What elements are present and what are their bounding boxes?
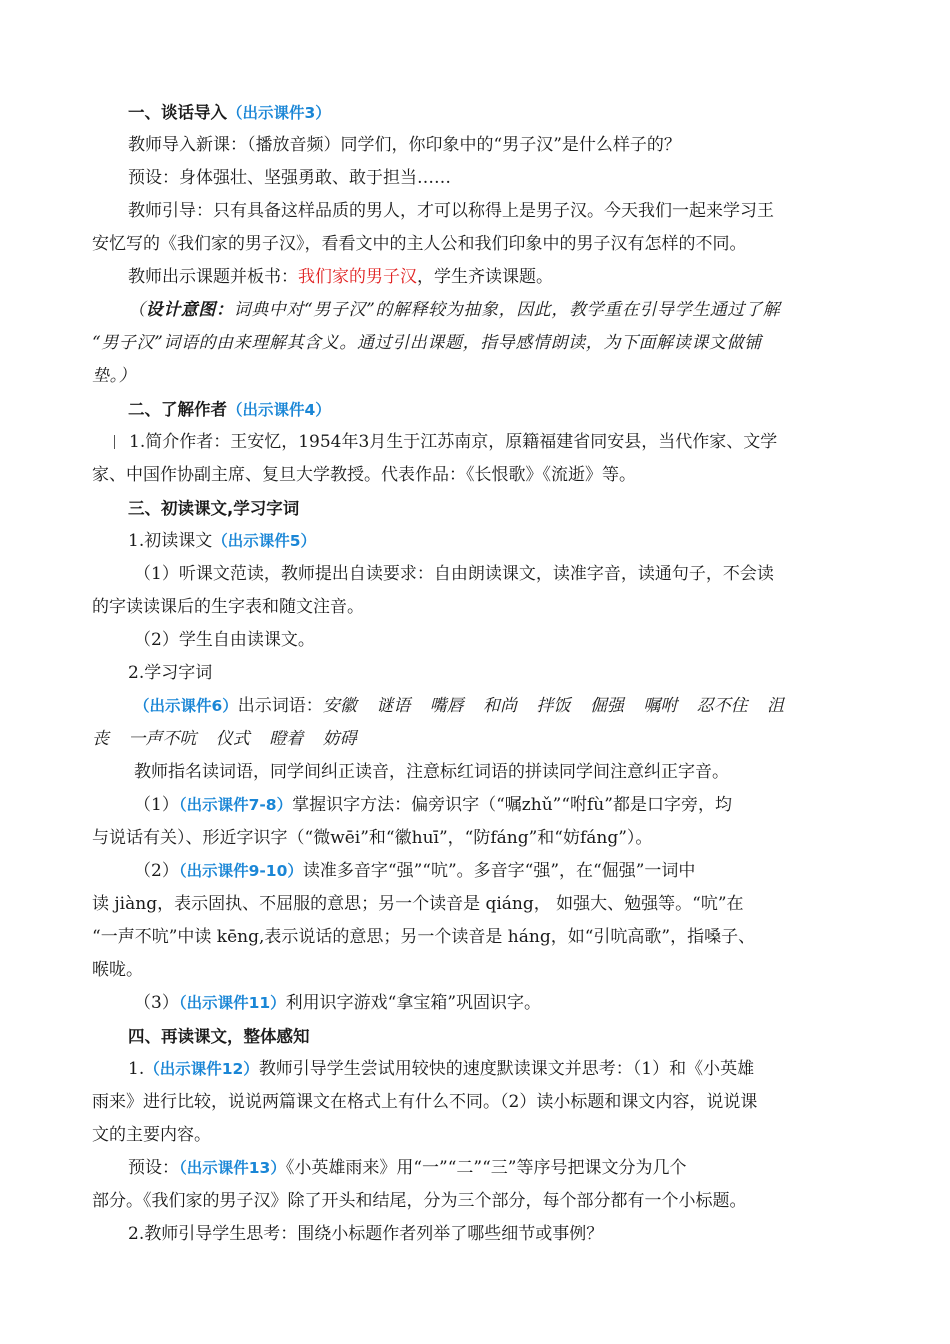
text: ，学生齐读课题。 [417, 267, 553, 287]
paragraph [92, 690, 862, 723]
courseware-tag: （出示课件11） [178, 994, 286, 1012]
vocabulary-list: 丧 一声不吭 仪式 瞪着 妨碍 [92, 729, 357, 749]
paragraph: “一声不吭”中读 kēng,表示说话的意思；另一个读音是 háng，如“引吭高歌”，指嗓子、 [92, 927, 756, 947]
section-1-heading [92, 96, 862, 129]
paragraph: 教师引导：只有具备这样品质的男人，才可以称得上是男子汉。今天我们一起来学习王 [128, 201, 774, 221]
section-title: 四、再读课文，整体感知 [128, 1027, 310, 1046]
paragraph [92, 261, 862, 294]
text: 利用识字游戏“拿宝箱”巩固识字。 [285, 993, 542, 1013]
design-intent-note [92, 294, 862, 327]
paragraph: 2.学习字词 [128, 663, 213, 683]
text: 1.简介作者：王安忆，1954年3月生于江苏南京，原籍福建省同安县，当代作家、文学 [129, 432, 778, 452]
text: 词典中对“男子汉”的解释较为抽象，因此，教学重在引导学生通过了解 [233, 300, 781, 320]
courseware-tag: （出示课件5） [212, 532, 317, 550]
lesson-title-highlight: 我们家的男子汉 [298, 267, 417, 287]
section-title: 一、谈话导入 [128, 103, 227, 122]
text: （3） [134, 993, 179, 1013]
paragraph: 家、中国作协副主席、复旦大学教授。代表作品：《长恨歌》《流逝》等。 [92, 465, 636, 485]
paragraph: 读 jiàng，表示固执、不屈服的意思；另一个读音是 qiáng， 如强大、勉强等。“吭”在 [92, 894, 744, 914]
courseware-tag: （出示课件4） [227, 401, 331, 419]
document-page [92, 96, 862, 1251]
courseware-tag: （出示课件9-10） [178, 862, 303, 880]
note-label: 设计意图： [145, 300, 234, 320]
design-intent-note: 垫。） [92, 366, 137, 386]
design-intent-note: “男子汉”词语的由来理解其含义。通过引出课题，指导感情朗读，为下面解读课文做铺 [92, 333, 762, 353]
paragraph [92, 1152, 862, 1185]
paragraph: 与说话有关）、形近字识字（“微wēi”和“徽huī”，“防fáng”和“妨fáng”）。 [92, 828, 653, 848]
text: （ [128, 300, 146, 320]
section-3-heading [92, 492, 862, 525]
paragraph [92, 987, 862, 1020]
paragraph: 喉咙。 [92, 960, 143, 980]
paragraph: 2.教师引导学生思考：围绕小标题作者列举了哪些细节或事例？ [128, 1224, 604, 1244]
cursor-mark-icon [114, 435, 121, 449]
text: 预设： [128, 1158, 179, 1178]
courseware-tag: （出示课件12） [144, 1060, 259, 1078]
text: 《小英雄雨来》用“一”“二”“三”等序号把课文分为几个 [285, 1158, 687, 1178]
paragraph: 教师指名读词语，同学间纠正读音，注意标红词语的拼读同学间注意纠正字音。 [134, 762, 729, 782]
courseware-tag: （出示课件3） [227, 104, 331, 122]
paragraph [92, 789, 862, 822]
text: 1.初读课文 [128, 531, 213, 551]
text: 掌握识字方法：偏旁识字（“嘱zhǔ”“咐fù”都是口字旁，均 [292, 795, 732, 815]
paragraph [92, 1053, 862, 1086]
text: 1. [128, 1059, 145, 1079]
text: （2） [134, 861, 179, 881]
text: 教师出示课题并板书： [128, 267, 298, 287]
section-2-heading [92, 393, 862, 426]
paragraph: 预设：身体强壮、坚强勇敢、敢于担当…… [128, 168, 451, 188]
paragraph: （1）听课文范读，教师提出自读要求：自由朗读课文，读准字音，读通句子，不会读 [134, 564, 774, 584]
paragraph: 教师导入新课：（播放音频）同学们，你印象中的“男子汉”是什么样子的？ [128, 135, 681, 155]
paragraph: （2）学生自由读课文。 [134, 630, 315, 650]
section-title: 三、初读课文,学习字词 [128, 499, 300, 518]
paragraph: 雨来》进行比较，说说两篇课文在格式上有什么不同。（2）读小标题和课文内容，说说课 [92, 1092, 758, 1112]
text: 读准多音字“强”“吭”。多音字“强”，在“倔强”一词中 [302, 861, 696, 881]
text: （1） [134, 795, 179, 815]
paragraph [92, 426, 862, 459]
courseware-tag: （出示课件7-8） [178, 796, 293, 814]
paragraph [92, 855, 862, 888]
paragraph: 的字读读课后的生字表和随文注音。 [92, 597, 364, 617]
text: 教师引导学生尝试用较快的速度默读课文并思考：（1）和《小英雄 [258, 1059, 755, 1079]
paragraph: 部分。《我们家的男子汉》除了开头和结尾，分为三个部分，每个部分都有一个小标题。 [92, 1191, 747, 1211]
paragraph: 文的主要内容。 [92, 1125, 211, 1145]
courseware-tag: （出示课件6） [134, 697, 238, 715]
paragraph [92, 525, 862, 558]
section-title: 二、了解作者 [128, 400, 227, 419]
text: 出示词语： [237, 696, 323, 716]
paragraph: 安忆写的《我们家的男子汉》，看看文中的主人公和我们印象中的男子汉有怎样的不同。 [92, 234, 747, 254]
courseware-tag: （出示课件13） [179, 1159, 286, 1177]
vocabulary-list: 安徽 谜语 嘴唇 和尚 拌饭 倔强 嘱咐 忍不住 沮 [322, 696, 785, 716]
section-4-heading [92, 1020, 862, 1053]
